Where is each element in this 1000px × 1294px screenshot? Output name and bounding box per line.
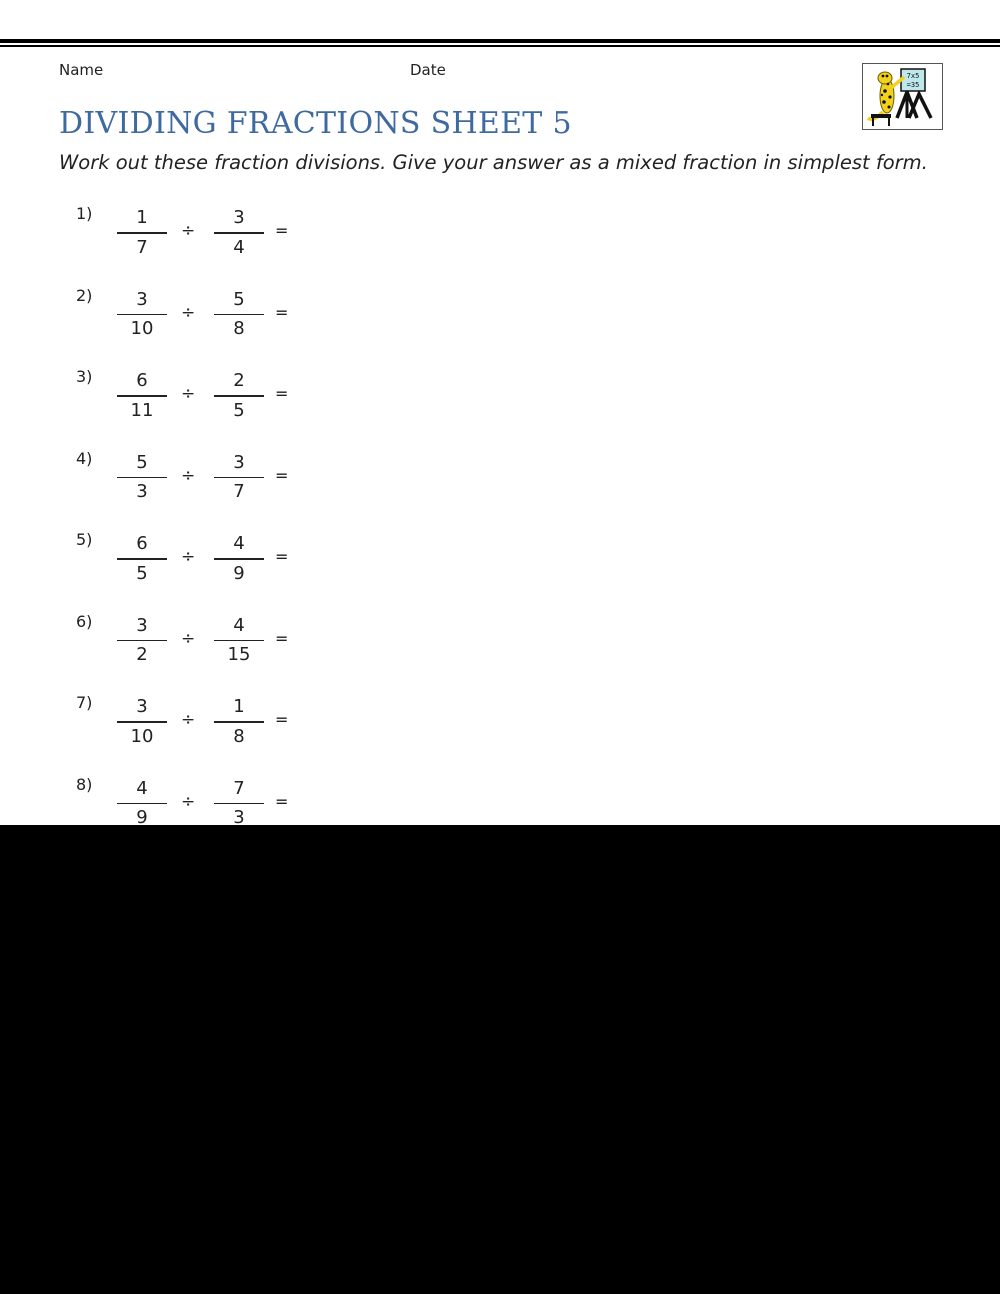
math-salamanders-logo <box>862 63 943 130</box>
denominator: 7 <box>233 481 245 502</box>
denominator: 7 <box>136 236 148 258</box>
fraction-dividend <box>117 289 167 341</box>
divide-sign: ÷ <box>181 384 196 404</box>
name-label: Name <box>59 61 104 79</box>
problem-row <box>0 449 400 509</box>
numerator: 5 <box>233 288 245 310</box>
fraction-bar <box>214 314 264 316</box>
denominator: 5 <box>136 562 148 584</box>
equals-sign: = <box>275 384 289 403</box>
denominator: 15 <box>227 644 251 665</box>
numerator: 3 <box>136 614 148 636</box>
fraction-bar <box>117 314 167 316</box>
problem-number: 1) <box>76 204 93 223</box>
fraction-dividend <box>117 533 167 585</box>
fraction-divisor <box>214 696 264 748</box>
numerator: 6 <box>136 370 148 391</box>
denominator: 8 <box>233 318 245 339</box>
fraction-dividend <box>117 370 167 422</box>
denominator: 3 <box>233 807 245 825</box>
divide-sign: ÷ <box>181 791 196 812</box>
numerator: 3 <box>233 207 245 228</box>
numerator: 7 <box>233 777 245 799</box>
numerator: 6 <box>136 533 148 554</box>
numerator: 3 <box>233 451 245 473</box>
fraction-divisor <box>214 207 264 259</box>
denominator: 8 <box>233 725 245 747</box>
divide-sign: ÷ <box>181 547 196 567</box>
denominator: 5 <box>233 399 245 421</box>
problem-row <box>0 204 400 264</box>
problem-number: 5) <box>76 530 93 549</box>
numerator: 5 <box>136 451 148 473</box>
fraction-bar <box>117 395 167 397</box>
numerator: 1 <box>233 696 245 717</box>
fraction-bar <box>214 640 264 642</box>
date-label: Date <box>410 61 446 79</box>
fraction-dividend <box>117 452 167 504</box>
divide-sign: ÷ <box>181 628 196 649</box>
fraction-bar <box>117 558 167 560</box>
equals-sign: = <box>275 221 289 240</box>
numerator: 4 <box>136 777 148 799</box>
numerator: 3 <box>136 288 148 310</box>
fraction-divisor <box>214 370 264 422</box>
fraction-dividend <box>117 207 167 259</box>
denominator: 11 <box>130 399 154 421</box>
fraction-divisor <box>214 778 264 826</box>
problem-row <box>0 367 400 427</box>
fraction-bar <box>117 721 167 723</box>
denominator: 9 <box>233 562 245 584</box>
fraction-bar <box>214 721 264 723</box>
problem-number: 6) <box>76 611 93 631</box>
fraction-bar <box>117 477 167 479</box>
divide-sign: ÷ <box>181 710 196 730</box>
top-rule-thin <box>0 45 1000 47</box>
problem-row <box>0 775 400 826</box>
page-title: DIVIDING FRACTIONS SHEET 5 <box>59 106 572 141</box>
numerator: 3 <box>136 696 148 717</box>
fraction-divisor <box>214 289 264 341</box>
problem-row <box>0 612 400 672</box>
fraction-bar <box>214 558 264 560</box>
denominator: 3 <box>136 481 148 502</box>
equals-sign: = <box>275 710 289 729</box>
fraction-bar <box>117 640 167 642</box>
equals-sign: = <box>275 465 289 485</box>
fraction-bar <box>117 232 167 234</box>
problem-row <box>0 693 400 753</box>
fraction-divisor <box>214 615 264 667</box>
top-rule-thick <box>0 39 1000 43</box>
fraction-divisor <box>214 452 264 504</box>
problem-number: 4) <box>76 448 93 468</box>
fraction-bar <box>214 477 264 479</box>
fraction-bar <box>117 803 167 805</box>
fraction-bar <box>214 232 264 234</box>
fraction-dividend <box>117 696 167 748</box>
fraction-bar <box>214 395 264 397</box>
fraction-bar <box>214 803 264 805</box>
equals-sign: = <box>275 628 289 648</box>
equals-sign: = <box>275 547 289 566</box>
problem-number: 2) <box>76 285 93 305</box>
numerator: 4 <box>233 614 245 636</box>
problem-number: 3) <box>76 367 93 386</box>
divide-sign: ÷ <box>181 302 196 323</box>
denominator: 9 <box>136 807 148 825</box>
denominator: 10 <box>130 318 154 339</box>
divide-sign: ÷ <box>181 221 196 241</box>
svg-text:7x5: 7x5 <box>906 72 920 80</box>
svg-text:=35: =35 <box>906 81 920 89</box>
instructions-text: Work out these fraction divisions. Give your answer as a mixed fraction in simplest form. <box>59 151 928 174</box>
equals-sign: = <box>275 791 289 811</box>
problem-row <box>0 286 400 346</box>
denominator: 10 <box>130 725 154 747</box>
fraction-dividend <box>117 615 167 667</box>
numerator: 1 <box>136 207 148 228</box>
divide-sign: ÷ <box>181 465 196 486</box>
numerator: 2 <box>233 370 245 391</box>
numerator: 4 <box>233 533 245 554</box>
problem-number: 7) <box>76 693 93 712</box>
fraction-dividend <box>117 778 167 826</box>
salamander-teacher-icon <box>863 64 942 129</box>
problem-row <box>0 530 400 590</box>
problem-number: 8) <box>76 774 93 794</box>
denominator: 2 <box>136 644 148 665</box>
equals-sign: = <box>275 302 289 322</box>
fraction-divisor <box>214 533 264 585</box>
denominator: 4 <box>233 236 245 258</box>
